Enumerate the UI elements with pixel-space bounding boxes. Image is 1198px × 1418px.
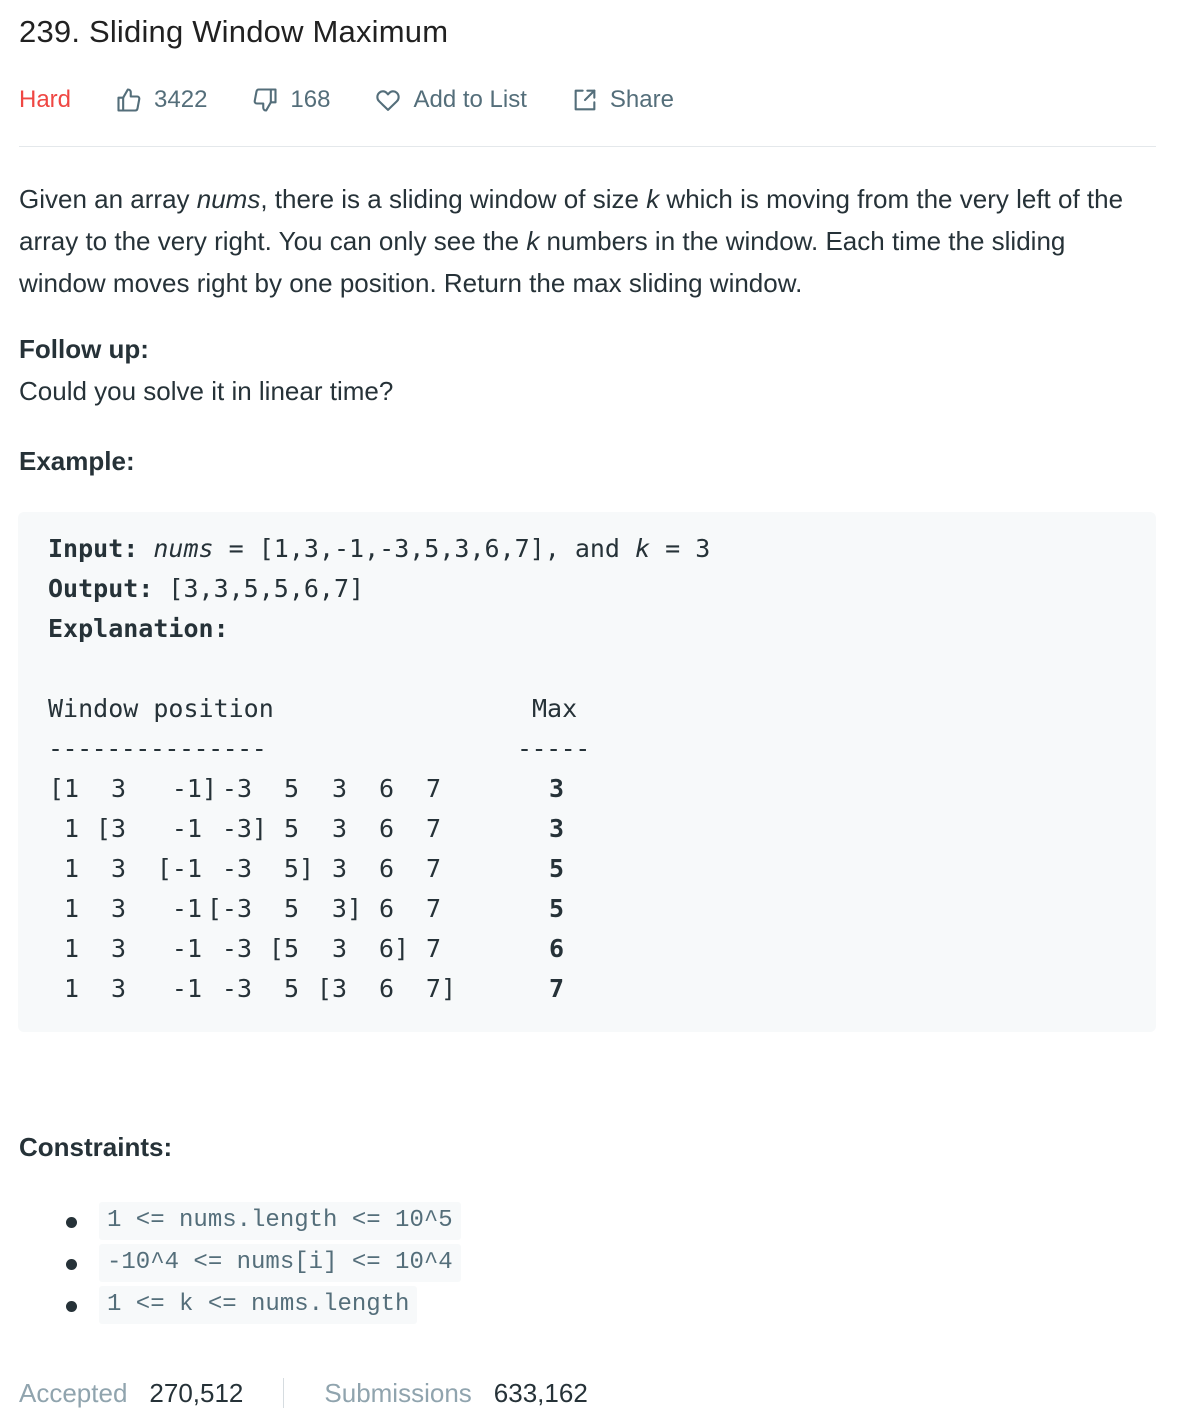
window-cell: 3 xyxy=(110,974,126,1003)
problem-meta-bar xyxy=(19,82,718,118)
window-cell: 6 xyxy=(378,974,394,1003)
window-cell: 6 xyxy=(378,854,394,883)
window-cell: [1 xyxy=(48,774,79,803)
input-value: = [1,3,-1,-3,5,3,6,7], and xyxy=(213,534,636,563)
window-cell: 6 xyxy=(378,814,394,843)
output-label: Output: xyxy=(48,574,154,603)
window-cell: 5 xyxy=(283,774,299,803)
example-input-line xyxy=(48,534,710,563)
window-header-rule: --------------- xyxy=(48,734,267,763)
window-cell: 5] xyxy=(283,854,314,883)
window-cell: 5 xyxy=(283,814,299,843)
window-cell: -1 xyxy=(171,934,202,963)
window-cell: -1] xyxy=(171,774,217,803)
window-cell: [-1 xyxy=(156,854,202,883)
constraints-heading: Constraints: xyxy=(19,1132,173,1162)
window-cell: 3 xyxy=(331,854,347,883)
difficulty-label: Hard xyxy=(19,86,72,113)
window-cell: -3 xyxy=(221,934,252,963)
window-cell: 7 xyxy=(425,854,441,883)
problem-description xyxy=(19,178,1159,304)
input-k-var: k xyxy=(635,534,651,563)
window-cell: 7 xyxy=(425,774,441,803)
window-cell: 5 xyxy=(283,894,299,923)
window-cell: 7 xyxy=(425,934,441,963)
window-row xyxy=(18,814,1156,854)
description-var-nums: nums xyxy=(196,184,261,214)
window-cell: -3] xyxy=(221,814,267,843)
window-cell: 1 xyxy=(63,854,79,883)
window-cell: -3 xyxy=(221,774,252,803)
window-cell: 1 xyxy=(63,894,79,923)
window-cell: 3 xyxy=(331,934,347,963)
share-label: Share xyxy=(609,86,674,113)
max-header: Max xyxy=(532,694,578,723)
problem-title: 239. Sliding Window Maximum xyxy=(19,14,449,49)
window-cell: [5 xyxy=(268,934,299,963)
window-cell: 6 xyxy=(378,894,394,923)
window-row xyxy=(18,894,1156,934)
window-max-value: 7 xyxy=(549,974,565,1003)
submission-stats xyxy=(19,1374,588,1412)
window-cell: 6 xyxy=(378,774,394,803)
window-cell: [-3 xyxy=(206,894,252,923)
constraint-code: 1 <= nums.length <= 10^5 xyxy=(99,1202,461,1240)
window-cell: 6] xyxy=(378,934,409,963)
window-cell: 1 xyxy=(63,814,79,843)
window-cell: 3] xyxy=(331,894,362,923)
heart-icon xyxy=(374,86,402,114)
description-text: Given an array xyxy=(19,184,197,214)
add-to-list-label: Add to List xyxy=(413,86,527,113)
window-cell: 1 xyxy=(63,934,79,963)
input-k-value: = 3 xyxy=(650,534,711,563)
like-button[interactable] xyxy=(115,86,207,114)
accepted-label: Accepted xyxy=(19,1377,128,1408)
description-text: which is moving from the very left of the array to the very right. You can only see the xyxy=(19,184,1124,256)
thumbs-down-icon xyxy=(251,86,279,114)
window-row xyxy=(18,934,1156,974)
description-text: , there is a sliding window of size xyxy=(260,184,647,214)
constraint-code: 1 <= k <= nums.length xyxy=(99,1286,417,1324)
constraint-code: -10^4 <= nums[i] <= 10^4 xyxy=(99,1244,461,1282)
stats-divider xyxy=(283,1378,284,1408)
input-nums-var: nums xyxy=(153,534,214,563)
dislike-button[interactable] xyxy=(251,86,330,114)
follow-up-text: Could you solve it in linear time? xyxy=(19,376,394,406)
dislike-count: 168 xyxy=(290,86,331,113)
accepted-value: 270,512 xyxy=(149,1377,244,1408)
submissions-value: 633,162 xyxy=(493,1377,588,1408)
max-header-rule: ----- xyxy=(517,734,590,763)
window-cell: 3 xyxy=(110,894,126,923)
output-value: [3,3,5,5,6,7] xyxy=(153,574,365,603)
window-cell: -1 xyxy=(171,974,202,1003)
window-max-value: 6 xyxy=(549,934,565,963)
share-button[interactable] xyxy=(571,86,674,114)
window-row xyxy=(18,854,1156,894)
window-row xyxy=(18,974,1156,1014)
window-position-header: Window position xyxy=(48,694,274,723)
bullet-icon xyxy=(66,1217,77,1228)
window-cell: [3 xyxy=(316,974,347,1003)
explanation-label: Explanation: xyxy=(48,614,229,643)
description-var-k: k xyxy=(646,184,660,214)
window-cell: 3 xyxy=(110,774,126,803)
window-cell: 7 xyxy=(425,894,441,923)
window-cell: 1 xyxy=(63,974,79,1003)
example-explanation-line xyxy=(48,614,229,643)
window-cell: 7] xyxy=(425,974,456,1003)
window-max-value: 3 xyxy=(549,814,565,843)
header-divider xyxy=(19,146,1156,147)
window-cell: -3 xyxy=(221,854,252,883)
description-text: numbers in the window. Each time the sliding window moves right by one position. Return the max sliding window. xyxy=(19,226,1066,298)
example-heading: Example: xyxy=(19,446,135,476)
window-cell: 3 xyxy=(331,814,347,843)
share-icon xyxy=(571,86,599,114)
window-max-value: 5 xyxy=(549,894,565,923)
like-count: 3422 xyxy=(154,86,208,113)
description-var-k: k xyxy=(526,226,540,256)
thumbs-up-icon xyxy=(115,86,143,114)
submissions-label: Submissions xyxy=(324,1377,472,1408)
add-to-list-button[interactable] xyxy=(374,86,526,114)
window-max-value: 3 xyxy=(549,774,565,803)
window-row xyxy=(18,774,1156,814)
window-cell: 3 xyxy=(331,774,347,803)
window-max-value: 5 xyxy=(549,854,565,883)
example-code-block xyxy=(18,512,1156,1032)
follow-up-heading: Follow up: xyxy=(19,334,149,364)
window-cell: 7 xyxy=(425,814,441,843)
window-cell: 5 xyxy=(283,974,299,1003)
bullet-icon xyxy=(66,1301,77,1312)
window-cell: 3 xyxy=(110,934,126,963)
window-cell: -1 xyxy=(171,814,202,843)
input-label: Input: xyxy=(48,534,139,563)
window-cell: -3 xyxy=(221,974,252,1003)
example-output-line xyxy=(48,574,364,603)
window-cell: [3 xyxy=(95,814,126,843)
window-cell: -1 xyxy=(171,894,202,923)
bullet-icon xyxy=(66,1259,77,1270)
window-cell: 3 xyxy=(110,854,126,883)
